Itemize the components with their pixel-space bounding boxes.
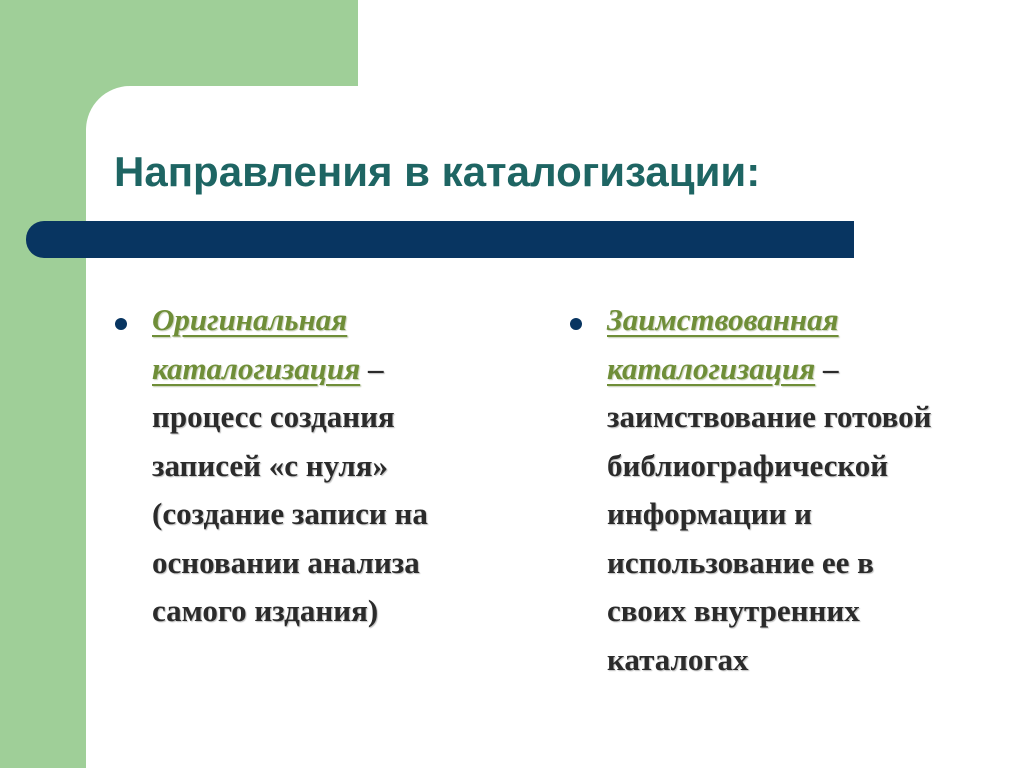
body-line: процесс создания <box>152 399 395 434</box>
dash: – <box>360 350 384 386</box>
term-line: каталогизация <box>607 350 816 386</box>
list-item-borrowed-cataloging <box>607 296 997 684</box>
body-line: каталогах <box>607 641 749 677</box>
bullet-icon <box>115 318 127 330</box>
body-line: самого издания) <box>152 593 379 628</box>
slide-title: Направления в каталогизации: <box>114 148 761 195</box>
body-line: основании анализа <box>152 544 420 580</box>
body-line: своих внутренних <box>607 593 860 628</box>
term-line-with-dash <box>152 345 492 394</box>
body-line: (создание записи на <box>152 496 428 531</box>
body-line: библиографической <box>607 447 889 483</box>
body-line: записей «с нуля» <box>152 447 389 483</box>
item-text <box>152 296 492 636</box>
term-line: каталогизация <box>152 350 361 386</box>
dash: – <box>815 350 839 386</box>
item-text <box>607 296 997 684</box>
term-line: Оригинальная <box>152 302 348 337</box>
body-line: информации и <box>607 496 813 531</box>
body-line: использование ее в <box>607 544 874 580</box>
body-line: заимствование готовой <box>607 399 932 434</box>
term-line: Заимствованная <box>607 302 839 337</box>
list-item-original-cataloging <box>152 296 492 636</box>
term-line-with-dash <box>607 345 997 394</box>
title-underline-bar <box>26 221 854 258</box>
bullet-icon <box>570 318 582 330</box>
